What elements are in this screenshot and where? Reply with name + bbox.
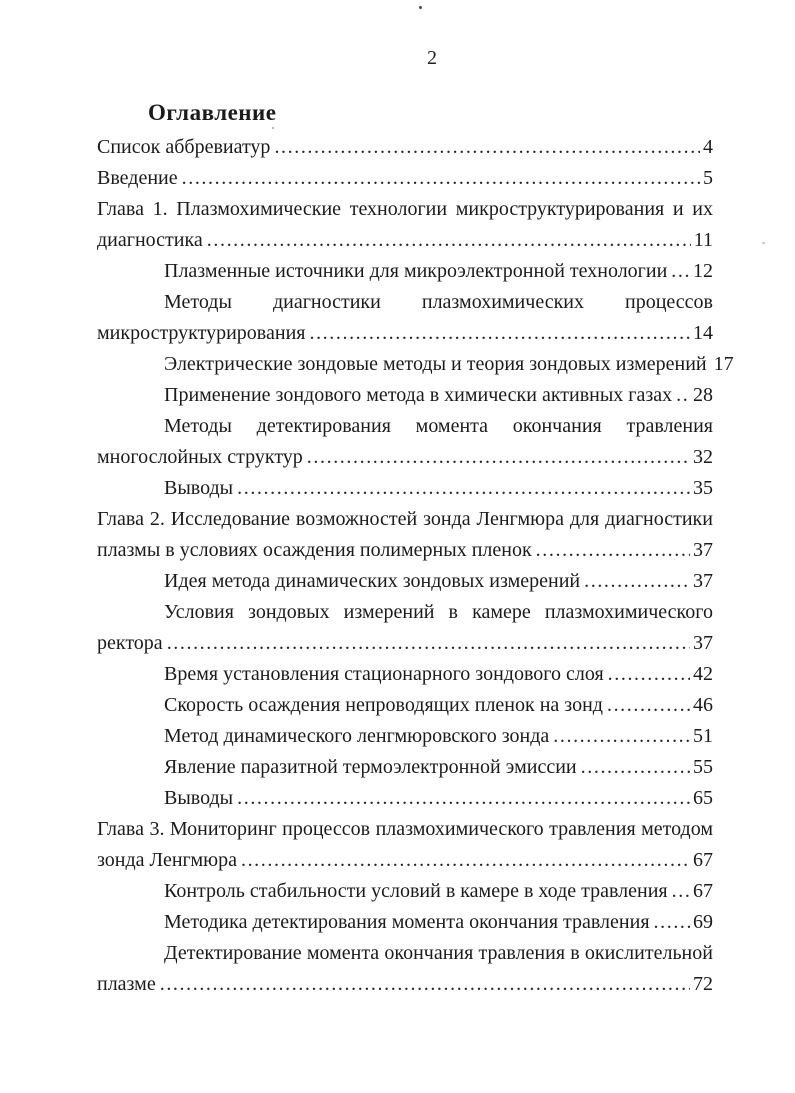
dot-leader <box>307 442 690 473</box>
dot-leader <box>607 690 690 721</box>
toc-text-word: окислительной <box>584 942 713 964</box>
toc-entry-text: Скорость осаждения непроводящих пленок на зонд <box>164 694 603 716</box>
toc-line <box>97 163 713 194</box>
toc-page-number: 4 <box>703 136 713 158</box>
toc-text-word: окончания <box>384 942 474 964</box>
toc-page-number: 55 <box>693 756 713 778</box>
toc-line <box>97 814 713 845</box>
toc-text-word: детектирования <box>256 415 391 437</box>
toc-line <box>97 411 713 442</box>
dot-leader <box>207 225 691 256</box>
toc-line <box>97 504 713 535</box>
toc-page-number: 5 <box>703 167 713 189</box>
toc-page-number: 51 <box>693 725 713 747</box>
toc-page-number: 37 <box>693 570 713 592</box>
toc-text-word: Детектирование <box>164 942 302 964</box>
toc-line <box>97 690 713 721</box>
dot-leader <box>274 132 700 163</box>
toc-page-number: 35 <box>693 477 713 499</box>
toc-text-word: травления <box>478 942 566 964</box>
toc-text-word: и <box>672 198 684 220</box>
toc-line <box>97 876 713 907</box>
toc-text-word: Глава <box>97 508 144 530</box>
toc-text-word: Мониторинг <box>169 818 277 840</box>
toc-entry-text: многослойных структур <box>97 446 303 468</box>
toc-page-number: 14 <box>693 322 713 344</box>
toc-text-word: в <box>448 601 458 623</box>
toc-text-word: момента <box>306 942 380 964</box>
toc-text-word: момента <box>415 415 489 437</box>
toc-text-word: Методы <box>164 415 232 437</box>
dot-leader <box>553 721 690 752</box>
toc-line <box>97 349 734 380</box>
toc-line <box>97 721 713 752</box>
page-number: 2 <box>427 47 437 69</box>
toc-entry-text: Контроль стабильности условий в камере в ходе травления <box>164 880 668 902</box>
toc-text-word: их <box>692 198 713 220</box>
toc-line <box>97 845 713 876</box>
toc-text-word: плазмохимического <box>375 818 544 840</box>
toc-line <box>97 380 713 411</box>
toc-page-number: 11 <box>693 229 713 251</box>
toc-entry-text: Время установления стационарного зондового слоя <box>164 663 604 685</box>
toc-text-word: методом <box>641 818 713 840</box>
dot-leader <box>671 256 690 287</box>
toc-page-number: 17 <box>713 353 734 375</box>
dot-leader <box>581 752 690 783</box>
toc-line <box>97 225 713 256</box>
dot-leader <box>309 318 690 349</box>
toc-page-number: 42 <box>693 663 713 685</box>
dot-leader <box>237 783 690 814</box>
toc-text-word: измерений <box>343 601 435 623</box>
toc-text-word: травления <box>626 415 713 437</box>
toc-text-word: плазмохимического <box>544 601 713 623</box>
toc-text-word: плазмохимических <box>421 291 584 313</box>
toc-line <box>97 442 713 473</box>
dot-leader <box>167 628 690 659</box>
toc-text-word: 1. <box>152 198 168 220</box>
toc-line <box>97 535 713 566</box>
toc-entry-text: зонда Ленгмюра <box>97 849 237 871</box>
toc-line <box>97 597 713 628</box>
toc-entry-text: Применение зондового метода в химически активных газах <box>164 384 673 406</box>
toc-line <box>97 628 713 659</box>
dot-leader <box>672 876 690 907</box>
toc-entry-text: Выводы <box>164 787 234 809</box>
dot-leader <box>584 566 690 597</box>
toc-page-number: 12 <box>693 260 713 282</box>
toc-page-number: 46 <box>693 694 713 716</box>
toc-entry-text: плазме <box>97 973 156 995</box>
toc-line <box>97 566 713 597</box>
toc-text-word: 3. <box>149 818 165 840</box>
toc-entry-text: Плазменные источники для микроэлектронной технологии <box>164 260 668 282</box>
toc-text-word: процессов <box>625 291 713 313</box>
toc-text-word: Плазмохимические <box>176 198 342 220</box>
toc-text-word: камере <box>472 601 531 623</box>
toc-heading: Оглавление <box>148 100 277 125</box>
dot-leader <box>241 845 690 876</box>
toc-line <box>97 969 713 1000</box>
toc-text-word: окончания <box>512 415 602 437</box>
dot-leader <box>654 907 690 938</box>
toc-line <box>97 938 713 969</box>
dot-leader <box>160 969 690 1000</box>
toc-text-word: диагностики <box>272 291 381 313</box>
toc-line <box>97 907 713 938</box>
toc-text-word: микроструктурирования <box>455 198 665 220</box>
toc-text-word: зонда <box>423 508 471 530</box>
toc-entry-text: Выводы <box>164 477 234 499</box>
dot-leader <box>182 163 700 194</box>
toc-text-word: Условия <box>164 601 234 623</box>
toc-page-number: 37 <box>693 632 713 654</box>
toc-line <box>97 132 713 163</box>
toc-text-word: травления <box>549 818 636 840</box>
toc-entry-text: ректора <box>97 632 163 654</box>
dot-leader <box>237 473 690 504</box>
toc-page-number: 65 <box>693 787 713 809</box>
toc-text-word: Глава <box>97 198 144 220</box>
dot-leader <box>676 380 690 411</box>
dot-leader <box>536 535 690 566</box>
toc-entry-text: Методика детектирования момента окончания травления <box>164 911 650 933</box>
toc-text-word: Исследование <box>170 508 291 530</box>
toc-line <box>97 194 713 225</box>
toc-entry-text: Явление паразитной термоэлектронной эмиссии <box>164 756 577 778</box>
toc-list <box>97 132 734 1000</box>
toc-page-number: 37 <box>693 539 713 561</box>
toc-line <box>97 256 713 287</box>
scan-artifact-dot <box>762 242 765 244</box>
toc-line <box>97 473 713 504</box>
toc-line <box>97 318 713 349</box>
toc-page-number: 69 <box>693 911 713 933</box>
toc-entry-text: плазмы в условиях осаждения полимерных пленок <box>97 539 532 561</box>
toc-page-number: 28 <box>693 384 713 406</box>
toc-entry-text: Электрические зондовые методы и теория зондовых измерений <box>164 353 707 375</box>
toc-text-word: технологии <box>349 198 448 220</box>
toc-text-word: 2. <box>149 508 165 530</box>
toc-page-number: 32 <box>693 446 713 468</box>
toc-entry-text: Список аббревиатур <box>97 136 271 158</box>
toc-text-word: процессов <box>282 818 371 840</box>
toc-text-word: возможностей <box>295 508 418 530</box>
toc-text-word: Методы <box>164 291 232 313</box>
toc-text-word: Глава <box>97 818 144 840</box>
toc-entry-text: Идея метода динамических зондовых измерений <box>164 570 581 592</box>
toc-line <box>97 659 713 690</box>
toc-line <box>97 287 713 318</box>
toc-text-word: для <box>569 508 600 530</box>
toc-text-word: диагностики <box>605 508 713 530</box>
toc-line <box>97 783 713 814</box>
toc-page-number: 72 <box>693 973 713 995</box>
toc-entry-text: микроструктурирования <box>97 322 306 344</box>
dot-leader <box>608 659 690 690</box>
toc-entry-text: Метод динамического ленгмюровского зонда <box>164 725 550 747</box>
toc-text-word: в <box>570 942 580 964</box>
toc-entry-text: Введение <box>97 167 178 189</box>
toc-page-number: 67 <box>693 880 713 902</box>
toc-text-word: Ленгмюра <box>476 508 564 530</box>
toc-line <box>97 752 713 783</box>
toc-text-word: зондовых <box>248 601 330 623</box>
table-of-contents <box>97 0 734 1000</box>
toc-entry-text: диагностика <box>97 229 203 251</box>
toc-page-number: 67 <box>693 849 713 871</box>
